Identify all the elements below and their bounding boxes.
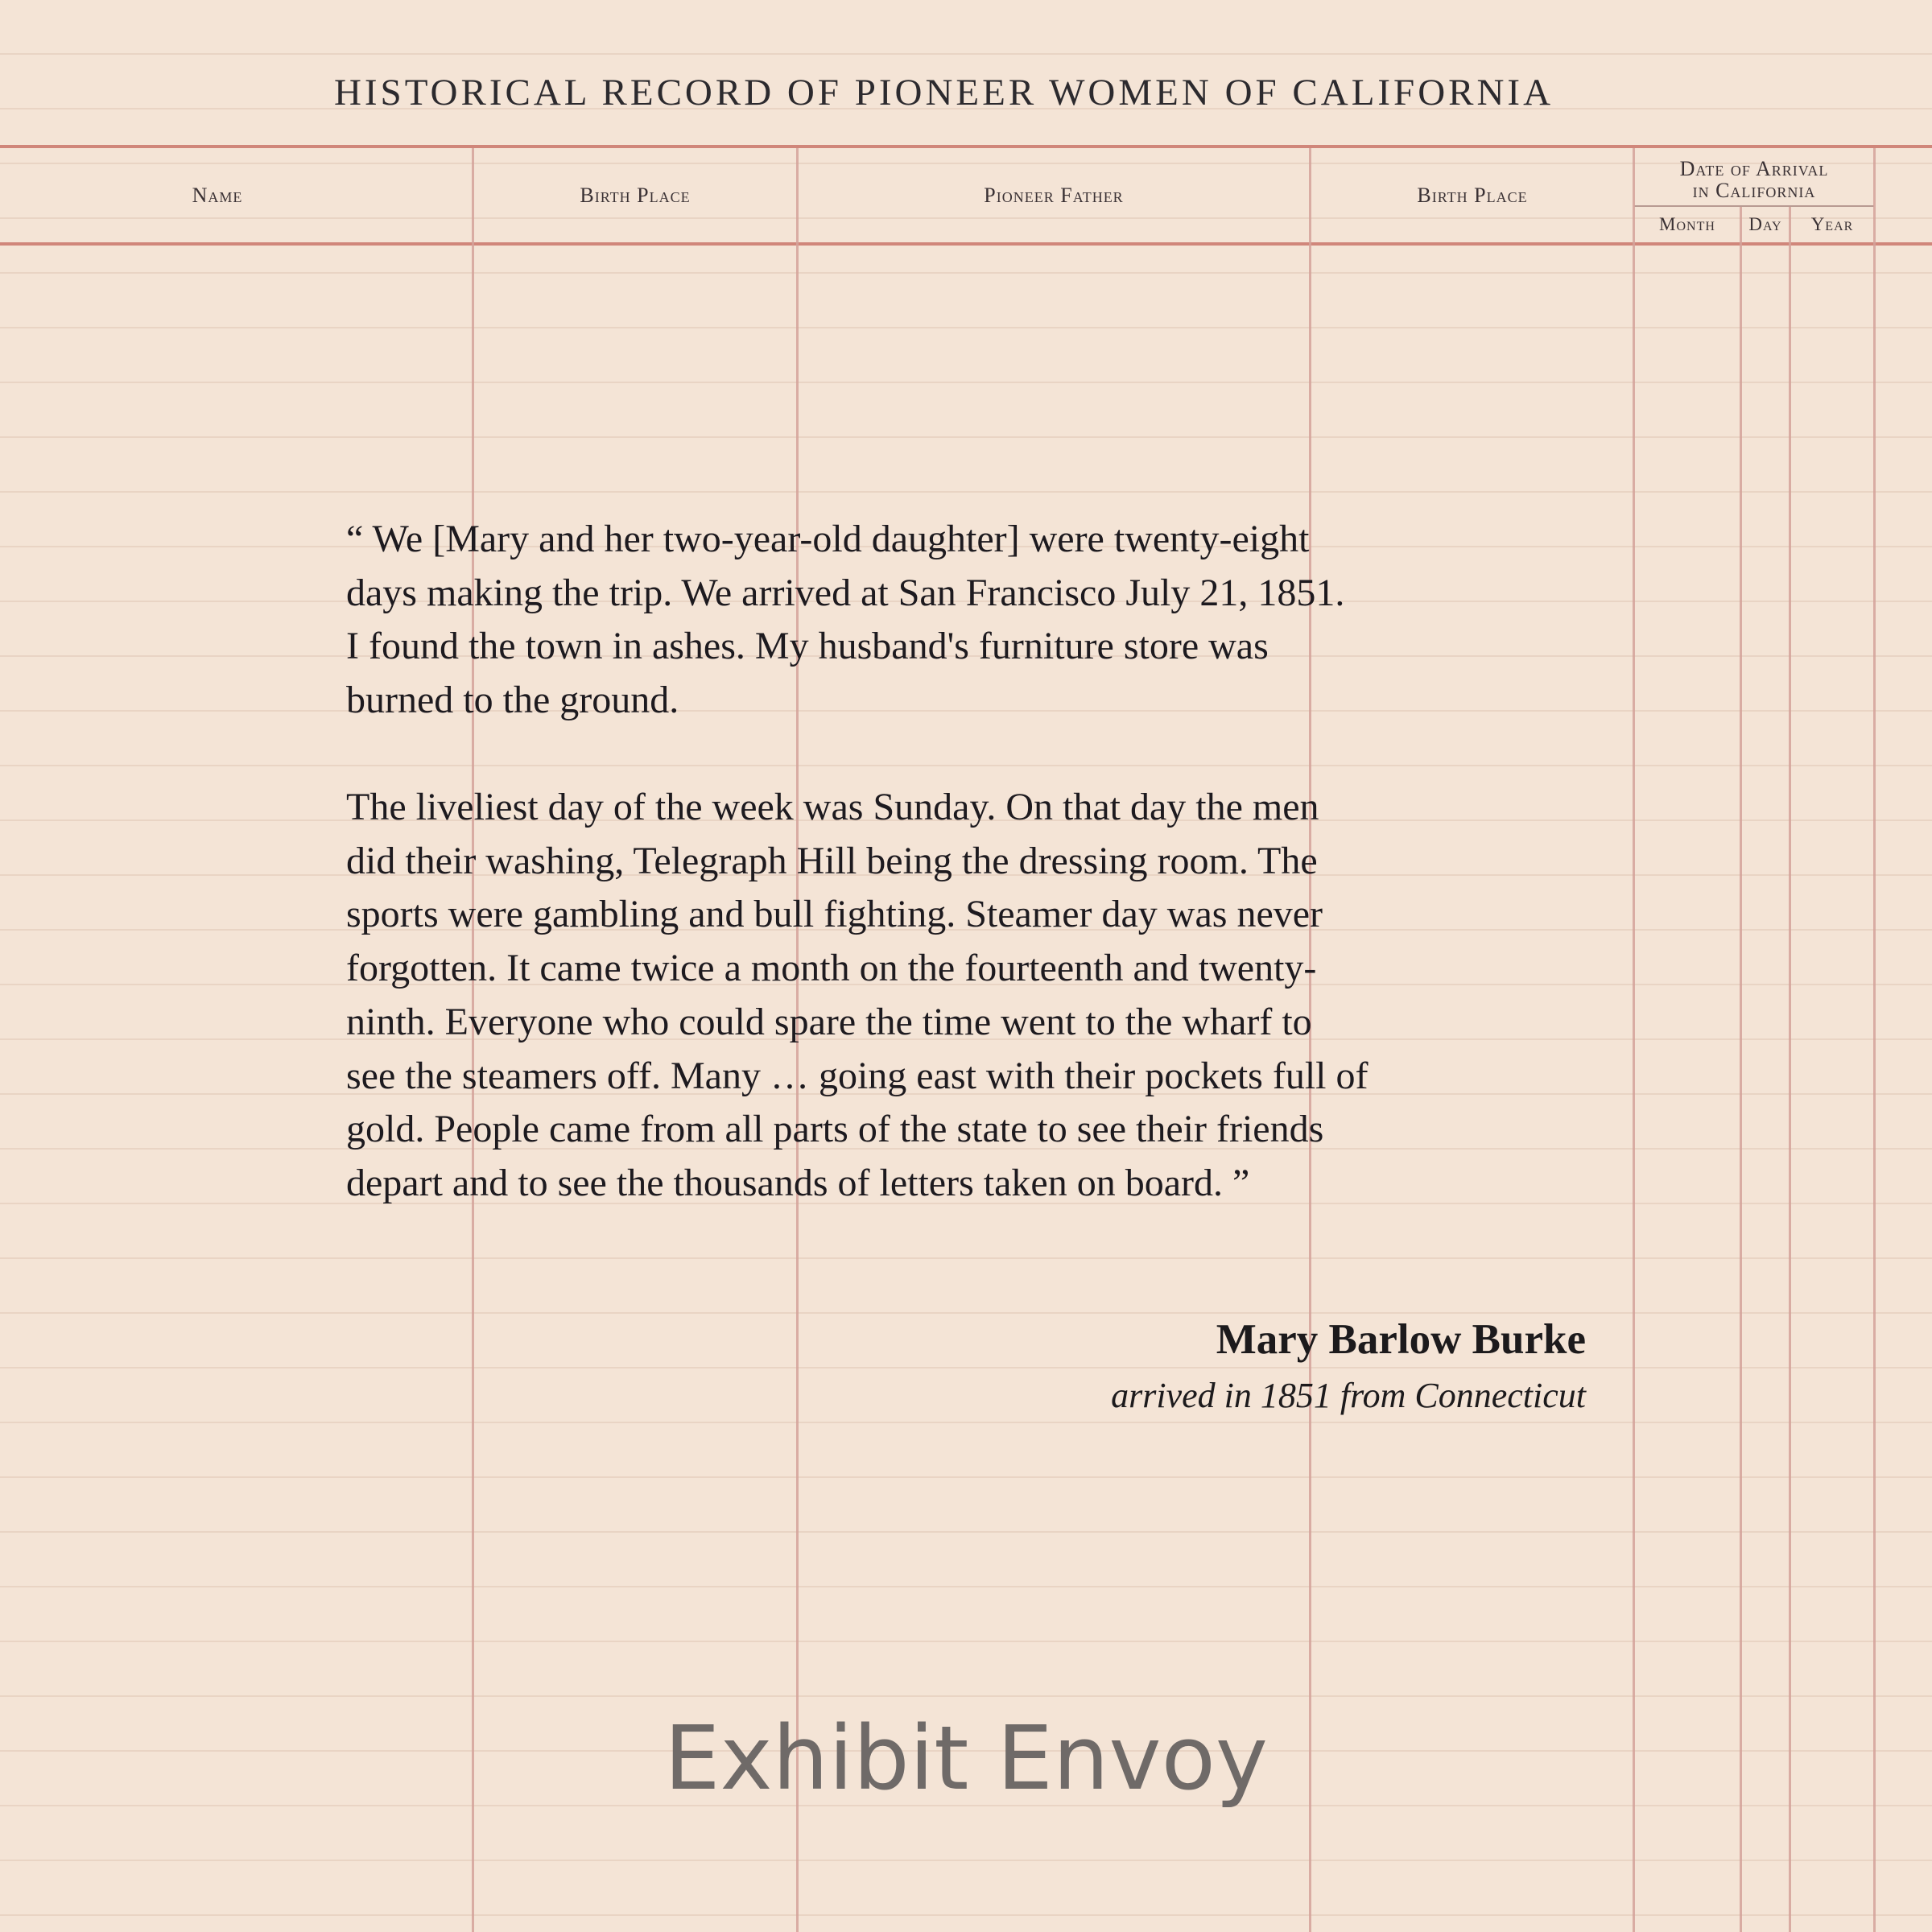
column-header-year: Year <box>1810 214 1854 234</box>
column-divider <box>1873 148 1876 1932</box>
column-header-day: Day <box>1748 214 1782 234</box>
ledger-title: HISTORICAL RECORD OF PIONEER WOMEN OF CALIFORNIA <box>333 72 1554 114</box>
watermark-text: Exhibit Envoy <box>663 1707 1269 1810</box>
column-header-pioneer-father: Pioneer Father <box>984 184 1124 207</box>
header-bottom-rule <box>0 242 1932 246</box>
quote-paragraph-1: “ We [Mary and her two-year-old daughter] were twenty-eight days making the trip. We arrived at San Francisco July 21, 1851. I found the town in ashes. My husband's furniture store was burned to the ground. <box>346 518 1345 722</box>
author-name: Mary Barlow Burke <box>1216 1316 1586 1363</box>
column-divider <box>1789 207 1791 1932</box>
column-header-father-birth-place: Birth Place <box>1417 184 1528 207</box>
column-divider <box>1740 207 1742 1932</box>
author-arrival-note: arrived in 1851 from Connecticut <box>1111 1376 1586 1415</box>
column-header-month: Month <box>1659 214 1715 234</box>
quote-paragraph-2: The liveliest day of the week was Sunday. On that day the men did their washing, Telegraph Hill being the dressing room. The sports were gambling and bull fighting. Steamer day was never forgotten. It came twice a month on the fourteenth and twenty- ninth. Everyone who could spare the time went to the wharf to see the steamers off. Many … going east with their pockets full of gold. People came from all parts of the state to see their friends depart and to see the thousands of letters taken on board. ” <box>346 786 1368 1204</box>
column-header-birth-place: Birth Place <box>580 184 691 207</box>
column-header-arrival-date: Date of Arrival in California <box>1679 157 1829 202</box>
column-header-name: Name <box>192 184 243 207</box>
arrival-subheader-rule <box>1634 205 1874 207</box>
header-top-rule <box>0 145 1932 148</box>
